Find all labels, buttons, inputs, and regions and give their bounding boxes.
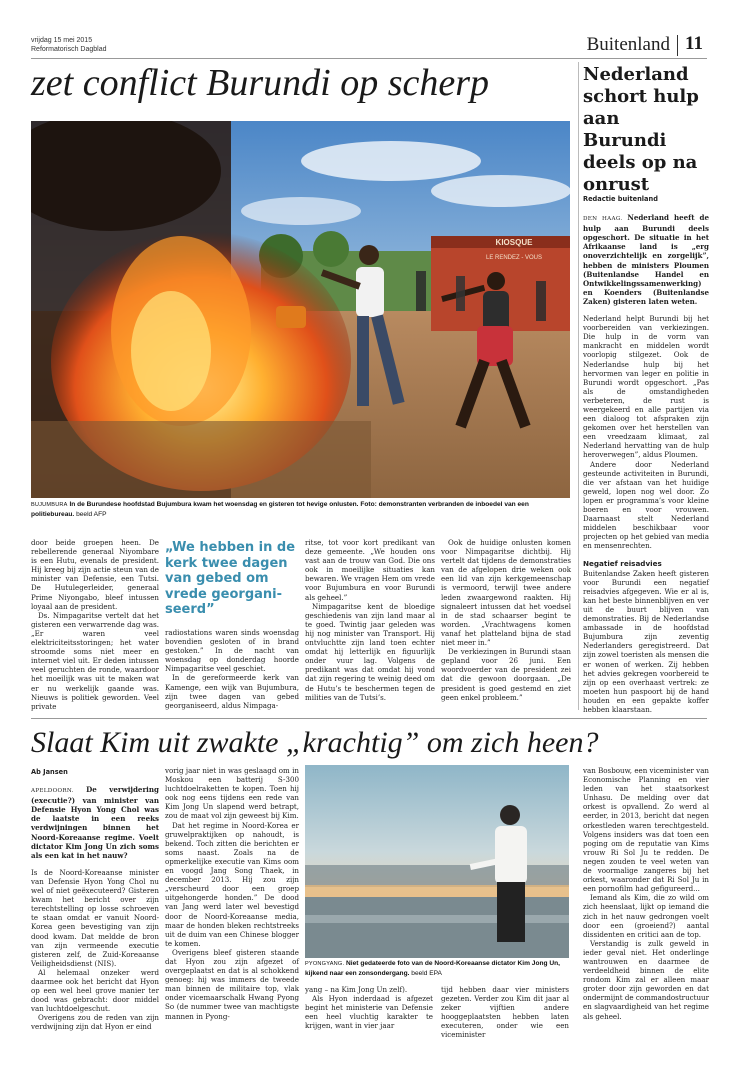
date: vrijdag 15 mei 2015 <box>31 37 93 44</box>
paragraph: radiostations waren sinds woensdag bovendien gesloten of in brand gestoken.” In de nacht van woensdag op donderdag hoorde Nimpagaritse veel geschiet. <box>165 628 299 674</box>
caption-credit: beeld EPA <box>411 970 442 977</box>
paragraph: Al helemaal onzeker werd daarmee ook het bericht dat Hyon op een wel heel grove manier ter dood was gebracht: door middel van luchtdoelgeschut. <box>31 967 159 1014</box>
header-divider <box>677 35 678 56</box>
caption-text: Niet gedateerde foto van de Noord-Koreaanse dictator Kim Jong Un, kijkend naar een zonsondergang. <box>305 960 561 977</box>
paragraph: Overigens bleef gisteren staande dat Hyon zou zijn afgezet of overgeplaatst en dat is al schokkend genoeg: hij was immers de tweede man binnen de militaire top, vlak onder vicemaarschalk Hwang Pyong So (de nummer twee van machtigste mannen in Pyong- <box>165 947 299 1021</box>
thrown-object <box>276 306 306 328</box>
paragraph: tijd hebben daar vier ministers gezeten. Verder zou Kim dit jaar al zeker vijftien andere hooggeplaatsten hebben laten executeren, onder wie een viceminister <box>441 985 569 1040</box>
side-lead <box>583 213 709 306</box>
main-col-4 <box>441 538 571 702</box>
side-city: DEN HAAG. <box>583 216 623 223</box>
column-rule <box>578 62 579 710</box>
caption-city: PYONGYANG. <box>305 961 345 967</box>
caption-credit: beeld AFP <box>76 511 107 518</box>
paragraph: Ook de huidige onlusten komen voor Nimpagaritse dichtbij. Hij vertelt dat tijdens de demonstraties van de afgelopen drie weken ook een lid van zijn kerkgemeenschap is vermoord, terwijl twee andere leden zwaargewond raakten. Hij signaleert intussen dat het voedsel in de stad schaarser begint te worden. „Vrachtwagens komen vanaf het platteland bijna de stad niet meer in.” <box>441 538 571 648</box>
section-title: Buitenland <box>586 34 670 55</box>
dateline <box>31 36 106 54</box>
riot-scene <box>31 121 570 498</box>
paragraph: Ds. Nimpagaritse vertelt dat het gisteren een verwarrende dag was. „Er waren veel elektriciteitsstoringen; het water stroomde soms niet meer en internet viel uit. Er deden intussen veel geruchten de ronde, waardoor het moeilijk was uit te maken wat er nu werkelijk gaande was. Nieuws is politiek geworden. Veel private <box>31 610 159 711</box>
photo1-caption <box>31 500 570 519</box>
paragraph: Dat het regime in Noord-Korea er gruwelpraktijken op nahoudt, is bekend. Toch zitten die berichten er soms naast. Zoals na de opmerkelijke executie van Kims oom en voogd Jang Song Thaek, in december 2013. Hij zou zijn „verscheurd door een groep uitgehongerde honden.” De dood van Jang werd later wel bevestigd door de Noord-Koreaanse media, maar de honden bleken rechtstreeks uit de duim van een Chinese blogger te komen. <box>165 820 299 948</box>
kim-sunset-photo <box>305 765 569 958</box>
kim-city: APELDOORN. <box>31 788 74 795</box>
kim-headline: Slaat Kim uit zwakte „krachtig” om zich heen? <box>31 726 599 759</box>
kim-col-4 <box>441 985 569 1040</box>
photo2-caption <box>305 959 569 978</box>
paragraph: yang – na Kim Jong Un zelf). <box>305 985 408 994</box>
paper-name: Reformatorisch Dagblad <box>31 46 107 53</box>
side-lead-text: Nederland heeft de hulp aan Burundi deels opgeschort. De situatie in het Afrikaanse land is „erg onoverzichtelijk en zorgelijk”, hebben de ministers Ploumen (Buitenlandse Handel en Ontwikkelingssamenwerking) en Koenders (Buitenlandse Zaken) gisteren laten weten. <box>583 213 710 306</box>
main-col-3 <box>305 538 435 702</box>
paragraph: In de gereformeerde kerk van Kamenge, een wijk van Bujumbura, zijn twee dagen van gebed georganiseerd, aldus Nimpaga- <box>165 673 299 710</box>
paragraph: Nederland helpt Burundi bij het voorbereiden van verkiezingen. Die hulp in de vorm van mankracht en middelen wordt voorlopig stilgezet. Ook de Nederlandse hulp bij het hervormen van leger en politie in Burundi wordt opgeschort. „Pas als de omstandigheden verbeteren, de rust is weergekeerd en alle partijen via een dialoog tot afspraken zijn gekomen over het herstellen van een vreedzaam klimaat, zal Nederland hervatting van de hulp heroverwegen”, aldus Ploumen. <box>583 314 709 460</box>
paragraph: Iemand als Kim, die zo wild om zich heenslaat, lijkt op iemand die zich in het nauw gedrongen voelt door een (groeiend?) aantal dissidenten en critici aan de top. <box>583 893 709 939</box>
paragraph: Is de Noord-Koreaanse minister van Defensie Hyon Yong Chol nu wel of niet geëxecuteerd? Gisteren kwam het bericht over zijn terechtstelling op losse schroeven te staan omdat er vanuit Noord-Korea geen bevestiging van zijn dood kwam. Dat meldde de bron van zijn vermeende executie gisteren zelf, de Zuid-Koreaanse Veiligheidsdienst (NIS). <box>31 867 159 968</box>
main-col-2 <box>165 628 299 710</box>
page-number: 11 <box>685 33 703 54</box>
caption-city: BUJUMBURA <box>31 502 68 508</box>
burundi-riot-photo <box>31 121 570 498</box>
paragraph: Verstandig is zulk geweld in ieder geval niet. Het onderlinge wantrouwen en daarmee de verdeeldheid binnen de elite rondom Kim zal er alleen maar groter door zijn geworden en dat ondermijnt de commandostructuur en slagvaardigheid van het regime als geheel. <box>583 938 709 1021</box>
paragraph: Nimpagaritse kent de bloedige geschiedenis van zijn land maar al te goed. Twintig jaar geleden was hij nog minister van Transport. Hij ontvluchtte zijn land toen echter omdat hij letterlijk en figuurlijk onder vuur lag. Volgens de predikant was dat omdat hij vond dat zijn regering te weinig deed om de Hutu’s te beschermen tegen de milities van de Tutsi’s. <box>305 601 435 702</box>
paragraph: vorig jaar niet in was geslaagd om in Moskou een batterij S-300 luchtdoelraketten te kopen. Toen hij ook nog eens tijdens een rede van Kim Jong Un slapend werd betrapt, zou de maat vol zijn geweest bij Kim. <box>165 766 299 821</box>
paragraph: Buitenlandse Zaken heeft gisteren voor Burundi een negatief reisadvies afgegeven. Wie er al is, kan het beste binnenblijven en ver uit de buurt blijven van demonstraties. Bij de Nederlandse ambassade in de hoofdstad Bujumbura zijn zeventig Nederlanders geregistreerd. Dat zijn zowel toeristen als mensen die er wonen of werken. Zij hebben het advies gekregen voorbereid te zijn op een overhaast vertrek: ze moeten hun paspoort bij de hand houden en een gepakte koffer hebben klaarstaan. <box>583 568 709 714</box>
side-headline: Nederland schort hulp aan Burundi deels op na onrust <box>583 64 699 195</box>
section-rule <box>31 718 707 719</box>
side-subhead: Negatief reisadvies <box>583 559 662 569</box>
kim-lead <box>31 785 159 860</box>
main-col-1 <box>31 538 159 711</box>
kim-col-1 <box>31 768 159 1032</box>
pull-quote: „We hebben in de kerk twee dagen van gebed om vrede georgani-seerd” <box>165 540 296 617</box>
paragraph: De verkiezingen in Burundi staan gepland voor 26 juni. Een woordvoerder van de president zei dat die gewoon doorgaan. „De president is goed gestemd en ziet geen enkel probleem.” <box>441 647 571 702</box>
header-rule <box>31 58 707 59</box>
paragraph: ritse, tot voor kort predikant van deze gemeente. „We houden ons vast aan de trouw van God. Die ons ook in moeilijke situaties kan bewaren. We vragen Hem om vrede voor Bujumbura en voor Burundi als geheel.” <box>305 538 435 602</box>
kim-byline: Ab Jansen <box>31 768 68 776</box>
paragraph: door beide groepen heen. De rebellerende generaal Niyombare is een Hutu, evenals de president. Hij kreeg bij zijn actie steun van de minister van Defensie, een Tutsi. De Hutulegerleider, generaal Prime Niyongabo, bleef intussen loyaal aan de president. <box>31 538 159 611</box>
main-headline: zet conflict Burundi op scherp <box>31 62 490 104</box>
kiosk-sign: KIOSQUE <box>495 238 533 247</box>
paragraph: Als Hyon inderdaad is afgezet begint het ministerie van Defensie een heel vluchtig karakter te krijgen, want in vier jaar <box>305 994 433 1031</box>
kiosk-subsign: LE RENDEZ - VOUS <box>485 255 543 261</box>
kim-col-2 <box>165 766 299 1021</box>
paragraph: Andere door Nederland gesteunde activiteiten in Burundi, die ver afstaan van het huidige geweld, lopen nog wel door. Zo lopen er programma’s voor kleine boeren en voor vrouwen. Daarnaast stelt Nederland middelen beschikbaar voor projecten op het gebied van media en mensenrechten. <box>583 459 709 551</box>
kim-col-3 <box>305 985 433 1030</box>
kim-col-5 <box>583 766 709 1021</box>
sunset-scene <box>305 765 569 958</box>
paragraph: Overigens zou de reden van zijn verdwijning zijn dat Hyon er eind <box>31 1013 159 1032</box>
side-article <box>583 195 709 714</box>
kim-lead-text: De verwijdering (executie?) van minister van Defensie Hyon Yong Chol was de laatste in een reeks verdwijningen binnen het Noord-Koreaanse regime. Voelt dictator Kim Jong Un zich soms als een kat in het nauw? <box>31 785 159 860</box>
caption-text: In de Burundese hoofdstad Bujumbura kwam het woensdag en gisteren tot hevige onlusten. Foto: demonstranten verbranden de inboedel van een politiebureau. <box>31 501 529 518</box>
paragraph: van Bosbouw, een viceminister van Economische Planning en vier leden van het staatsorkest Unhasu. De melding over dat orkest is opvallend. Zo werd al eerder, in 2013, bericht dat negen orkestleden waren terechtgesteld. Volgens insiders was dat toen een poging om de reputatie van Kims vrouw Ri Sol Ju te redden. De negen zouden te veel weten van de voormalige zangeres bij het orkest, waaronder dat Ri Sol Ju in een pornofilm had gefigureerd... <box>583 766 709 894</box>
side-byline: Redactie buitenland <box>583 195 658 203</box>
